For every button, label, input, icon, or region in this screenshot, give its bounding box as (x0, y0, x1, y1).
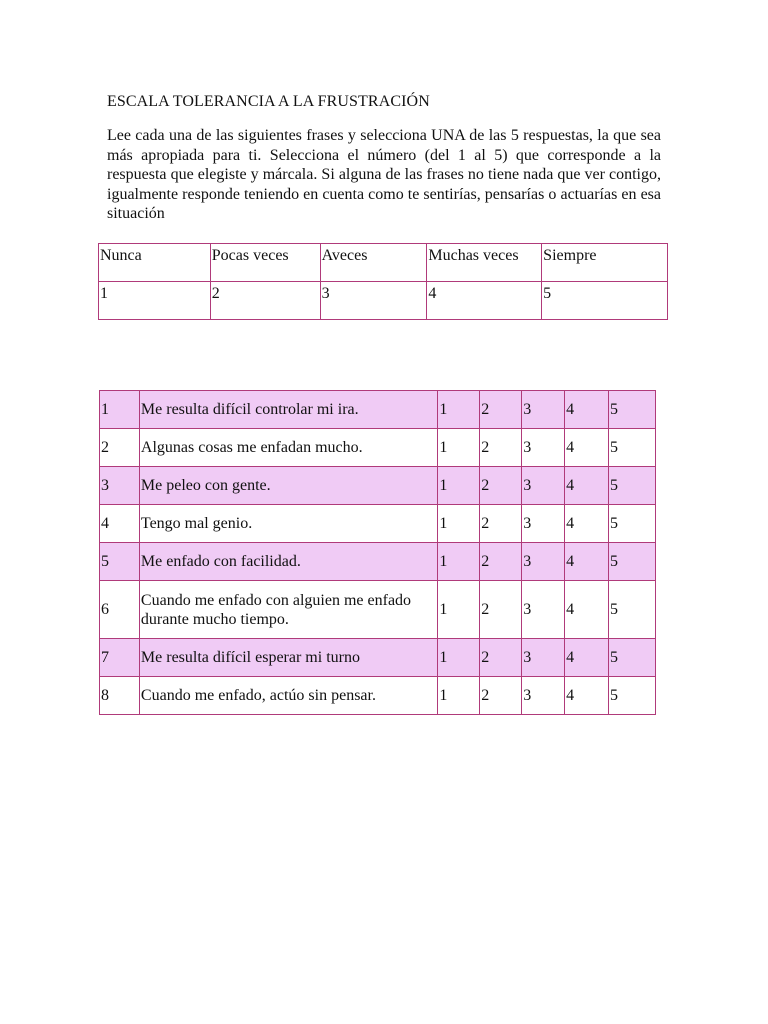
legend-values-row (99, 282, 668, 320)
response-option[interactable]: 1 (438, 429, 480, 467)
legend-value: 2 (210, 282, 320, 320)
legend-value: 5 (542, 282, 668, 320)
item-statement: Tengo mal genio. (139, 505, 437, 543)
legend-label: Pocas veces (210, 244, 320, 282)
response-option[interactable]: 1 (438, 581, 480, 639)
item-number: 7 (100, 639, 140, 677)
response-option[interactable]: 2 (480, 581, 522, 639)
response-option[interactable]: 5 (609, 429, 656, 467)
questionnaire-row (100, 467, 656, 505)
legend-value: 3 (320, 282, 427, 320)
legend-label: Nunca (99, 244, 211, 282)
item-number: 6 (100, 581, 140, 639)
response-option[interactable]: 2 (480, 505, 522, 543)
response-option[interactable]: 5 (609, 505, 656, 543)
response-option[interactable]: 2 (480, 543, 522, 581)
response-option[interactable]: 4 (565, 429, 609, 467)
response-option[interactable]: 3 (522, 543, 565, 581)
response-option[interactable]: 3 (522, 467, 565, 505)
legend-labels-row (99, 244, 668, 282)
item-statement: Cuando me enfado con alguien me enfado durante mucho tiempo. (139, 581, 437, 639)
questionnaire-row (100, 505, 656, 543)
response-option[interactable]: 3 (522, 581, 565, 639)
response-option[interactable]: 3 (522, 429, 565, 467)
questionnaire-table (99, 390, 656, 715)
questionnaire-row (100, 677, 656, 715)
response-option[interactable]: 1 (438, 505, 480, 543)
response-option[interactable]: 2 (480, 391, 522, 429)
item-number: 1 (100, 391, 140, 429)
response-option[interactable]: 4 (565, 543, 609, 581)
response-option[interactable]: 5 (609, 467, 656, 505)
response-option[interactable]: 1 (438, 467, 480, 505)
response-option[interactable]: 2 (480, 467, 522, 505)
response-option[interactable]: 1 (438, 639, 480, 677)
legend-value: 1 (99, 282, 211, 320)
response-option[interactable]: 1 (438, 391, 480, 429)
response-option[interactable]: 4 (565, 505, 609, 543)
legend-label: Muchas veces (427, 244, 542, 282)
response-option[interactable]: 2 (480, 429, 522, 467)
item-statement: Cuando me enfado, actúo sin pensar. (139, 677, 437, 715)
questionnaire-row (100, 429, 656, 467)
response-option[interactable]: 1 (438, 543, 480, 581)
questionnaire-row (100, 391, 656, 429)
item-number: 8 (100, 677, 140, 715)
legend-label: Aveces (320, 244, 427, 282)
legend-label: Siempre (542, 244, 668, 282)
legend-value: 4 (427, 282, 542, 320)
response-option[interactable]: 4 (565, 467, 609, 505)
response-option[interactable]: 5 (609, 391, 656, 429)
response-option[interactable]: 3 (522, 505, 565, 543)
instructions-paragraph: Lee cada una de las siguientes frases y selecciona UNA de las 5 respuestas, la que sea más apropiada para ti. Selecciona el número (del 1 al 5) que corresponde a la respuesta que elegiste y márcala. Si alguna de las frases no tiene nada que ver contigo, igualmente responde teniendo en cuenta como te sentirías, pensarías o actuarías en esa situación (107, 127, 661, 222)
questionnaire-row (100, 639, 656, 677)
item-number: 5 (100, 543, 140, 581)
response-option[interactable]: 1 (438, 677, 480, 715)
response-option[interactable]: 5 (609, 639, 656, 677)
response-option[interactable]: 4 (565, 639, 609, 677)
response-option[interactable]: 4 (565, 581, 609, 639)
item-statement: Me enfado con facilidad. (139, 543, 437, 581)
page-title: ESCALA TOLERANCIA A LA FRUSTRACIÓN (107, 93, 430, 110)
response-option[interactable]: 5 (609, 677, 656, 715)
response-option[interactable]: 3 (522, 677, 565, 715)
item-statement: Me peleo con gente. (139, 467, 437, 505)
response-option[interactable]: 2 (480, 677, 522, 715)
item-number: 4 (100, 505, 140, 543)
response-option[interactable]: 5 (609, 543, 656, 581)
item-number: 3 (100, 467, 140, 505)
response-scale-legend (98, 243, 668, 320)
response-option[interactable]: 5 (609, 581, 656, 639)
response-option[interactable]: 4 (565, 391, 609, 429)
item-statement: Algunas cosas me enfadan mucho. (139, 429, 437, 467)
response-option[interactable]: 4 (565, 677, 609, 715)
item-statement: Me resulta difícil controlar mi ira. (139, 391, 437, 429)
response-option[interactable]: 2 (480, 639, 522, 677)
questionnaire-row (100, 581, 656, 639)
item-number: 2 (100, 429, 140, 467)
response-option[interactable]: 3 (522, 391, 565, 429)
questionnaire-row (100, 543, 656, 581)
item-statement: Me resulta difícil esperar mi turno (139, 639, 437, 677)
response-option[interactable]: 3 (522, 639, 565, 677)
